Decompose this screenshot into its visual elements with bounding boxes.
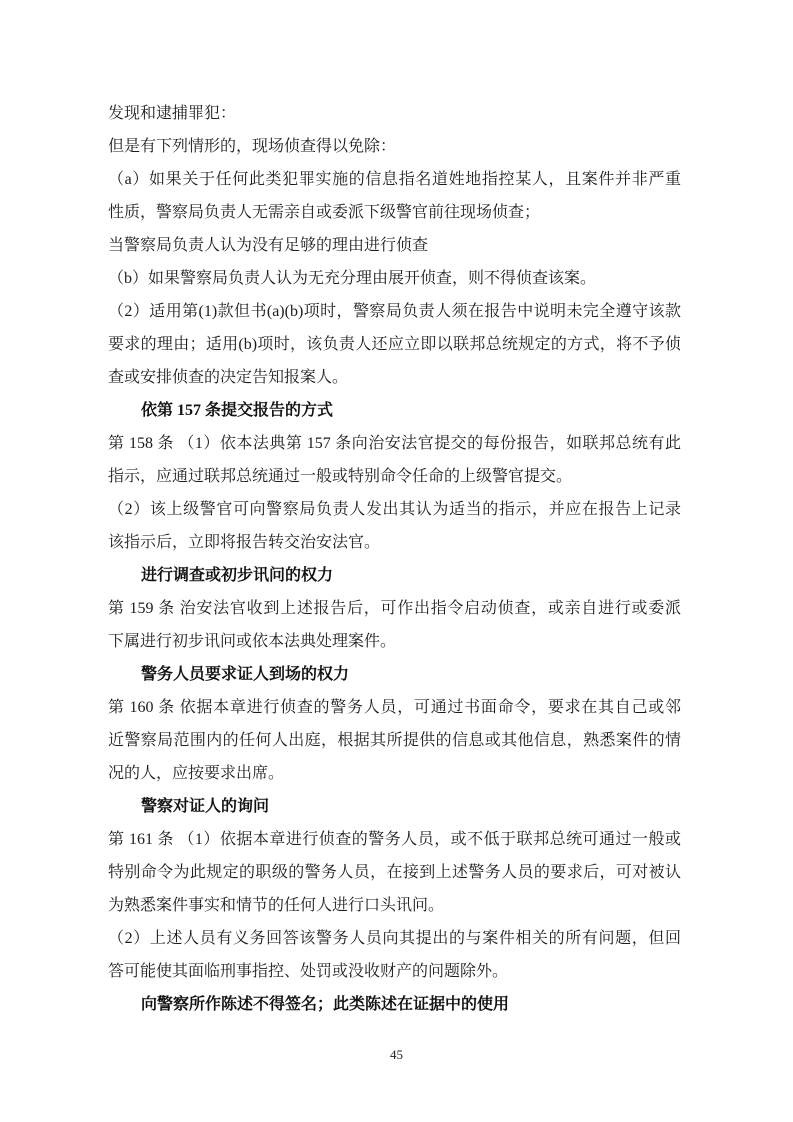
section-heading: 进行调查或初步讯问的权力 <box>141 567 334 584</box>
body-line: 要求的理由；适用(b)项时，该负责人还应立即以联邦总统规定的方式，将不予侦 <box>108 336 681 353</box>
body-line: 该指示后，立即将报告转交治安法官。 <box>108 534 381 551</box>
body-line: 第 158 条 （1）依本法典第 157 条向治安法官提交的每份报告，如联邦总统有此 <box>108 435 681 452</box>
body-line: （b）如果警察局负责人认为无充分理由展开侦查，则不得侦查该案。 <box>108 270 597 287</box>
body-line: （a）如果关于任何此类犯罪实施的信息指名道姓地指控某人，且案件并非严重 <box>108 171 681 188</box>
body-line: 答可能使其面临刑事指控、处罚或没收财产的问题除外。 <box>108 963 509 980</box>
body-line: 第 161 条 （1）依据本章进行侦查的警务人员，或不低于联邦总统可通过一般或 <box>108 831 681 848</box>
body-line: 指示，应通过联邦总统通过一般或特别命令任命的上级警官提交。 <box>108 468 573 485</box>
body-line: 第 160 条 依据本章进行侦查的警务人员，可通过书面命令，要求在其自己或邻 <box>108 699 681 716</box>
section-heading: 警察对证人的询问 <box>141 798 270 815</box>
body-line: 发现和逮捕罪犯： <box>108 105 237 122</box>
body-line: 下属进行初步讯问或依本法典处理案件。 <box>108 633 397 650</box>
body-line: （2）上述人员有义务回答该警务人员向其提出的与案件相关的所有问题，但回 <box>108 930 681 947</box>
body-line: 近警察局范围内的任何人出庭，根据其所提供的信息或其他信息，熟悉案件的情 <box>108 732 681 749</box>
section-heading: 向警察所作陈述不得签名；此类陈述在证据中的使用 <box>141 996 510 1013</box>
body-line: 但是有下列情形的，现场侦查得以免除： <box>108 138 397 155</box>
body-line: （2）适用第(1)款但书(a)(b)项时，警察局负责人须在报告中说明未完全遵守该款 <box>108 303 681 320</box>
document-body <box>108 97 681 1021</box>
body-line: 况的人，应按要求出席。 <box>108 765 285 782</box>
section-heading: 依第 157 条提交报告的方式 <box>141 402 334 419</box>
body-line: 第 159 条 治安法官收到上述报告后，可作出指令启动侦查，或亲自进行或委派 <box>108 600 681 617</box>
body-line: （2）该上级警官可向警察局负责人发出其认为适当的指示，并应在报告上记录 <box>108 501 681 518</box>
body-line: 当警察局负责人认为没有足够的理由进行侦查 <box>108 237 429 254</box>
body-line: 为熟悉案件事实和情节的任何人进行口头讯问。 <box>108 897 445 914</box>
page-number: 45 <box>390 1047 403 1062</box>
section-heading: 警务人员要求证人到场的权力 <box>141 666 350 683</box>
body-line: 性质，警察局负责人无需亲自或委派下级警官前往现场侦查； <box>108 204 541 221</box>
body-line: 查或安排侦查的决定告知报案人。 <box>108 369 349 386</box>
body-line: 特别命令为此规定的职级的警务人员，在接到上述警务人员的要求后，可对被认 <box>108 864 681 881</box>
